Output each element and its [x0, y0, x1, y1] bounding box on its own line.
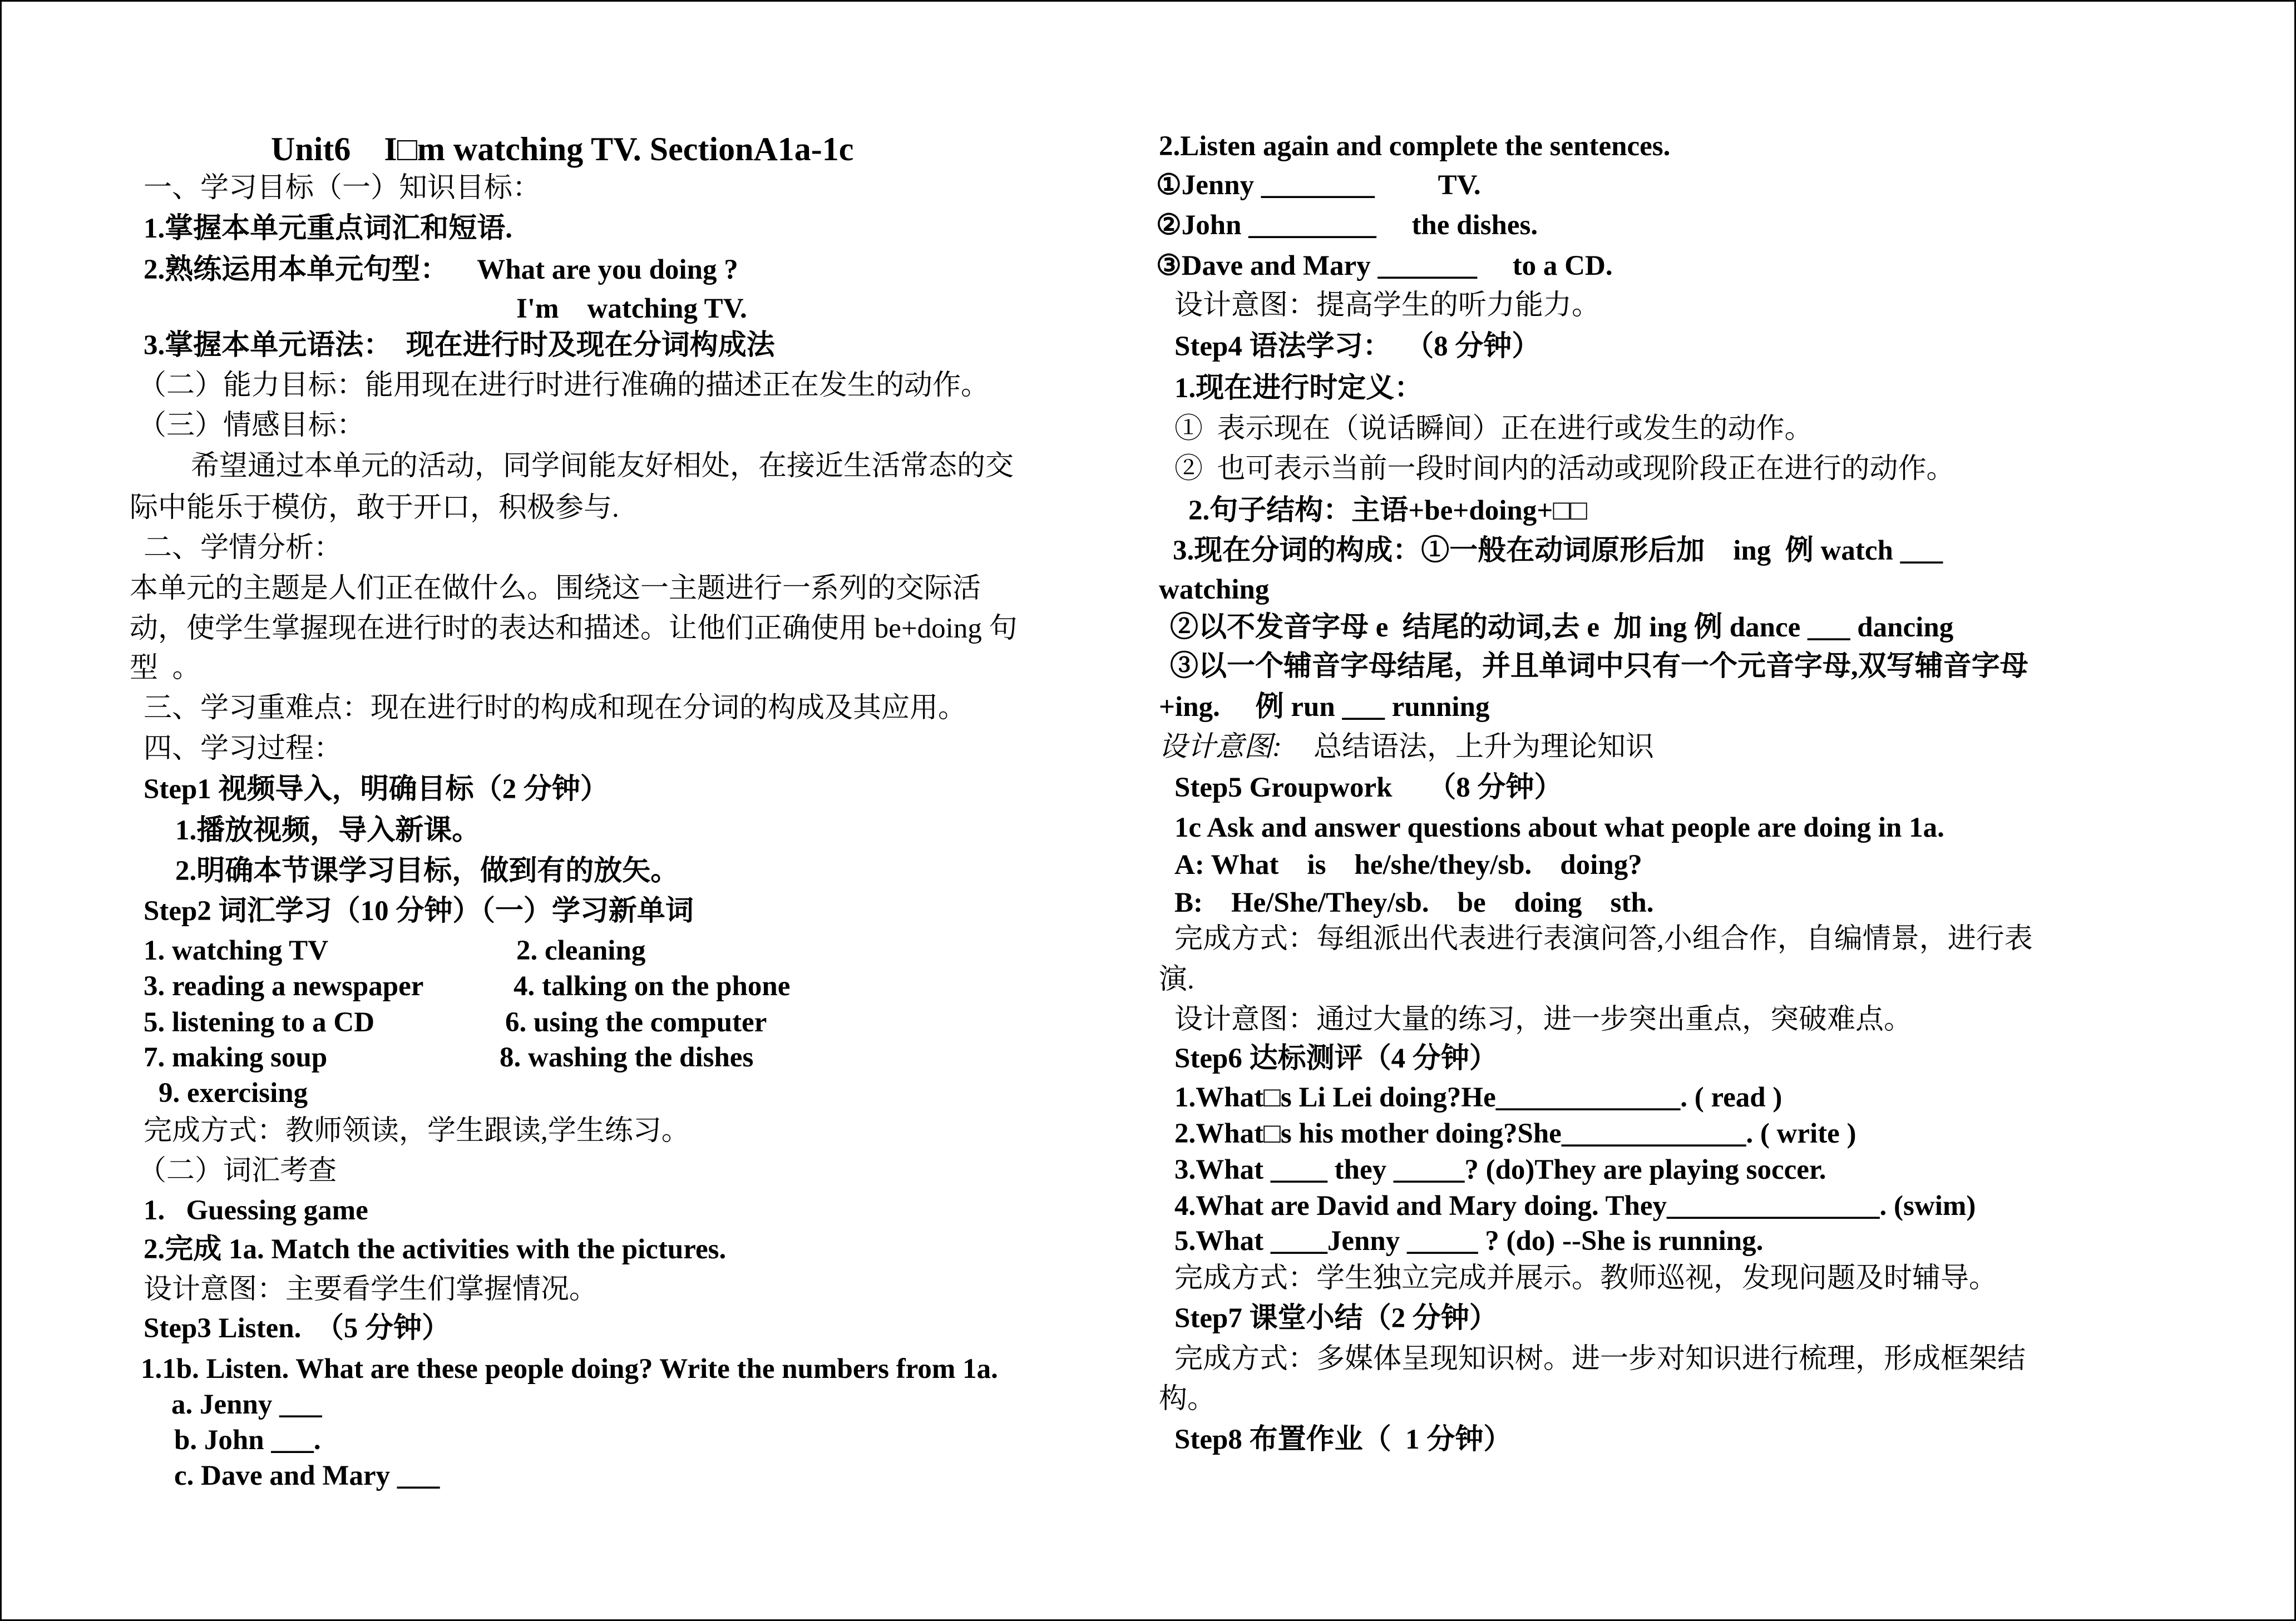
text-line: B: He/She/They/sb. be doing sth. — [1174, 887, 1654, 918]
text-line: 1.掌握本单元重点词汇和短语. — [144, 213, 513, 244]
vocab-item: 5. listening to a CD — [144, 1007, 375, 1038]
text-line: 1.1b. Listen. What are these people doing? Write the numbers from 1a. — [141, 1353, 998, 1385]
text-line: 设计意图：主要看学生们掌握情况。 — [144, 1274, 598, 1305]
text-line: 1. Guessing game — [144, 1195, 368, 1226]
text-line: 3.掌握本单元语法： 现在进行时及现在分词构成法 — [144, 330, 775, 361]
text-line: ③Dave and Mary _______ to a CD. — [1156, 250, 1613, 281]
vocab-item: 2. cleaning — [516, 935, 646, 966]
text-line: 完成方式：学生独立完成并展示。教师巡视，发现问题及时辅导。 — [1174, 1263, 1998, 1294]
text-line: 总结语法，上升为理论知识 — [1314, 732, 1655, 763]
quiz-item: 2.What□s his mother doing?She_____________. ( write ) — [1174, 1118, 1856, 1149]
vocab-item: 8. washing the dishes — [500, 1042, 754, 1073]
vocab-item: 6. using the computer — [505, 1007, 767, 1038]
section-heading-process: 四、学习过程： — [144, 733, 343, 764]
text-line: 动，使学生掌握现在进行时的表达和描述。让他们正确使用 be+doing 句 — [130, 613, 1018, 644]
text-line: （三）情感目标： — [138, 410, 366, 441]
text-line: A: What is he/she/they/sb. doing? — [1174, 849, 1642, 881]
text-line: +ing. 例 run ___ running — [1159, 691, 1490, 723]
text-line: 完成方式：教师领读，学生跟读,学生练习。 — [144, 1115, 690, 1146]
text-line: 2.熟练运用本单元句型： What are you doing ? — [144, 254, 738, 285]
text-line: 完成方式：每组派出代表进行表演问答,小组合作，自编情景，进行表 — [1174, 923, 2033, 955]
text-line: （二）能力目标：能用现在进行时进行准确的描述正在发生的动作。 — [138, 370, 990, 401]
section-heading-key-points: 三、学习重难点：现在进行时的构成和现在分词的构成及其应用。 — [144, 693, 967, 724]
answer-line: a. Jenny ___ — [171, 1389, 322, 1420]
text-line: ②John _________ the dishes. — [1156, 210, 1538, 241]
step-heading: Step8 布置作业（ 1 分钟） — [1174, 1424, 1512, 1455]
text-line: 设计意图：通过大量的练习，进一步突出重点，突破难点。 — [1174, 1004, 1913, 1035]
text-line: 1.现在进行时定义： — [1174, 373, 1423, 404]
text-line: I'm watching TV. — [516, 293, 747, 324]
text-line: 1c Ask and answer questions about what people are doing in 1a. — [1174, 812, 1944, 843]
step-heading: Step6 达标测评（4 分钟） — [1174, 1043, 1498, 1074]
quiz-item: 1.What□s Li Lei doing?He_____________. ( read ) — [1174, 1082, 1783, 1113]
text-line: （二）词汇考查 — [138, 1155, 337, 1187]
text-line: 本单元的主题是人们正在做什么。围绕这一主题进行一系列的交际活 — [130, 573, 981, 604]
quiz-item: 4.What are David and Mary doing. They_______________. (swim) — [1174, 1190, 1976, 1222]
step-heading: Step3 Listen. （5 分钟） — [144, 1313, 451, 1344]
text-line: 2.句子结构：主语+be+doing+□□ — [1188, 495, 1587, 526]
text-line: 演. — [1159, 964, 1194, 995]
text-line: ② 也可表示当前一段时间内的活动或现阶段正在进行的动作。 — [1174, 453, 1955, 485]
text-line: 3.现在分词的构成：①一般在动词原形后加 ing 例 watch ___ — [1173, 535, 1943, 566]
document-title: Unit6 I□m watching TV. SectionA1a-1c — [271, 131, 854, 167]
answer-line: b. John ___. — [174, 1425, 321, 1456]
quiz-item: 3.What ____ they _____? (do)They are playing soccer. — [1174, 1154, 1826, 1185]
vocab-item: 9. exercising — [159, 1078, 308, 1109]
text-line: 际中能乐于模仿，敢于开口，积极参与. — [130, 492, 619, 523]
text-line: 1.播放视频，导入新课。 — [175, 815, 481, 846]
text-line: 设计意图：提高学生的听力能力。 — [1174, 290, 1601, 321]
text-line: 2.完成 1a. Match the activities with the pictures. — [144, 1234, 727, 1265]
text-line: ①Jenny ________ TV. — [1156, 170, 1481, 201]
step-heading: Step7 课堂小结（2 分钟） — [1174, 1303, 1498, 1334]
text-line: 希望通过本单元的活动，同学间能友好相处，在接近生活常态的交 — [191, 451, 1014, 482]
step-heading: Step1 视频导入，明确目标（2 分钟） — [144, 774, 609, 805]
vocab-item: 1. watching TV — [144, 935, 329, 966]
step-heading: Step2 词汇学习（10 分钟）（一）学习新单词 — [144, 896, 694, 927]
text-line: 构。 — [1159, 1383, 1216, 1415]
text-line: watching — [1159, 574, 1270, 605]
answer-line: c. Dave and Mary ___ — [174, 1460, 440, 1491]
step-heading: Step4 语法学习： （8 分钟） — [1174, 331, 1540, 362]
vocab-item: 4. talking on the phone — [513, 971, 791, 1002]
text-line: ②以不发音字母 e 结尾的动词,去 e 加 ing 例 dance ___ dancing — [1170, 612, 1954, 643]
text-line: ① 表示现在（说话瞬间）正在进行或发生的动作。 — [1174, 413, 1813, 444]
section-heading-objectives: 一、学习目标（一）知识目标： — [144, 172, 541, 204]
section-heading-analysis: 二、学情分析： — [144, 532, 343, 564]
step-heading: Step5 Groupwork （8 分钟） — [1174, 772, 1563, 803]
quiz-item: 5.What ____Jenny _____ ? (do) --She is running. — [1174, 1225, 1764, 1257]
text-line: 完成方式：多媒体呈现知识树。进一步对知识进行梳理，形成框架结 — [1174, 1343, 2026, 1375]
vocab-item: 3. reading a newspaper — [144, 971, 424, 1002]
design-intent-label: 设计意图: — [1159, 732, 1282, 763]
text-line: 型 。 — [130, 653, 201, 684]
vocab-item: 7. making soup — [144, 1042, 328, 1073]
text-line: 2.明确本节课学习目标，做到有的放矢。 — [175, 856, 679, 887]
text-line: ③以一个辅音字母结尾，并且单词中只有一个元音字母,双写辅音字母 — [1170, 651, 2028, 682]
text-line: 2.Listen again and complete the sentences. — [1159, 131, 1671, 162]
